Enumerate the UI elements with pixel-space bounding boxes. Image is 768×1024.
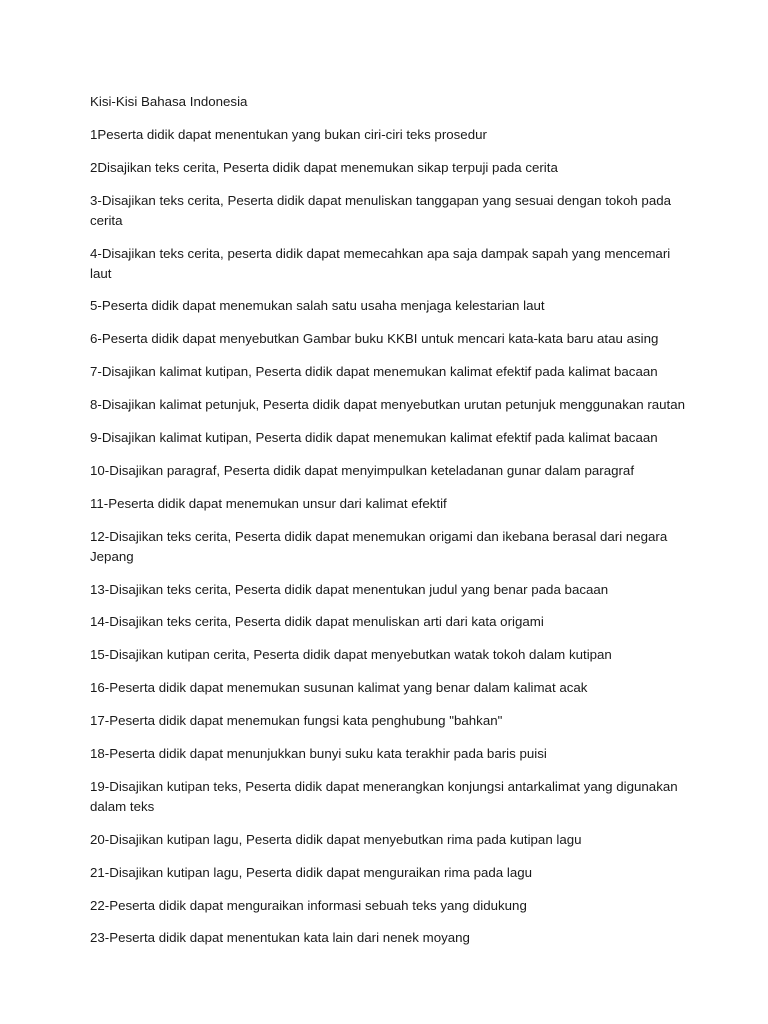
- list-item: 20-Disajikan kutipan lagu, Peserta didik dapat menyebutkan rima pada kutipan lagu: [90, 831, 582, 847]
- list-item: 18-Peserta didik dapat menunjukkan bunyi suku kata terakhir pada baris puisi: [90, 746, 547, 762]
- list-item: 23-Peserta didik dapat menentukan kata lain dari nenek moyang: [90, 930, 470, 946]
- list-item: 10-Disajikan paragraf, Peserta didik dapat menyimpulkan keteladanan gunar dalam paragraf: [90, 462, 635, 478]
- list-item: 3-Disajikan teks cerita, Peserta didik dapat menuliskan tanggapan yang sesuai dengan tokoh pada cerita: [90, 192, 672, 228]
- list-item: 19-Disajikan kutipan teks, Peserta didik dapat menerangkan konjungsi antarkalimat yang digunakan dalam teks: [90, 778, 678, 814]
- list-item: 6-Peserta didik dapat menyebutkan Gambar buku KKBI untuk mencari kata-kata baru atau asing: [90, 331, 659, 347]
- list-item: 16-Peserta didik dapat menemukan susunan kalimat yang benar dalam kalimat acak: [90, 680, 588, 696]
- list-item: 21-Disajikan kutipan lagu, Peserta didik dapat menguraikan rima pada lagu: [90, 864, 533, 880]
- list-item: 4-Disajikan teks cerita, peserta didik dapat memecahkan apa saja dampak sapah yang mencemari laut: [90, 245, 671, 281]
- list-item: 8-Disajikan kalimat petunjuk, Peserta didik dapat menyebutkan urutan petunjuk menggunakan rautan: [90, 397, 686, 413]
- list-item: 1Peserta didik dapat menentukan yang bukan ciri-ciri teks prosedur: [90, 126, 487, 142]
- list-item: 5-Peserta didik dapat menemukan salah satu usaha menjaga kelestarian laut: [90, 298, 545, 314]
- document-body: [90, 92, 690, 961]
- list-item: 9-Disajikan kalimat kutipan, Peserta didik dapat menemukan kalimat efektif pada kalimat bacaan: [90, 430, 658, 446]
- list-item: 22-Peserta didik dapat menguraikan informasi sebuah teks yang didukung: [90, 897, 527, 913]
- list-item: 2Disajikan teks cerita, Peserta didik dapat menemukan sikap terpuji pada cerita: [90, 159, 558, 175]
- list-item: 15-Disajikan kutipan cerita, Peserta didik dapat menyebutkan watak tokoh dalam kutipan: [90, 647, 612, 663]
- list-item: 12-Disajikan teks cerita, Peserta didik dapat menemukan origami dan ikebana berasal dari negara Jepang: [90, 528, 668, 564]
- list-item: 7-Disajikan kalimat kutipan, Peserta didik dapat menemukan kalimat efektif pada kalimat bacaan: [90, 364, 658, 380]
- list-item: 13-Disajikan teks cerita, Peserta didik dapat menentukan judul yang benar pada bacaan: [90, 581, 609, 597]
- list-item: 11-Peserta didik dapat menemukan unsur dari kalimat efektif: [90, 495, 447, 511]
- list-item: 17-Peserta didik dapat menemukan fungsi kata penghubung "bahkan": [90, 713, 503, 729]
- list-item: 14-Disajikan teks cerita, Peserta didik dapat menuliskan arti dari kata origami: [90, 614, 544, 630]
- document-title: Kisi-Kisi Bahasa Indonesia: [90, 94, 248, 109]
